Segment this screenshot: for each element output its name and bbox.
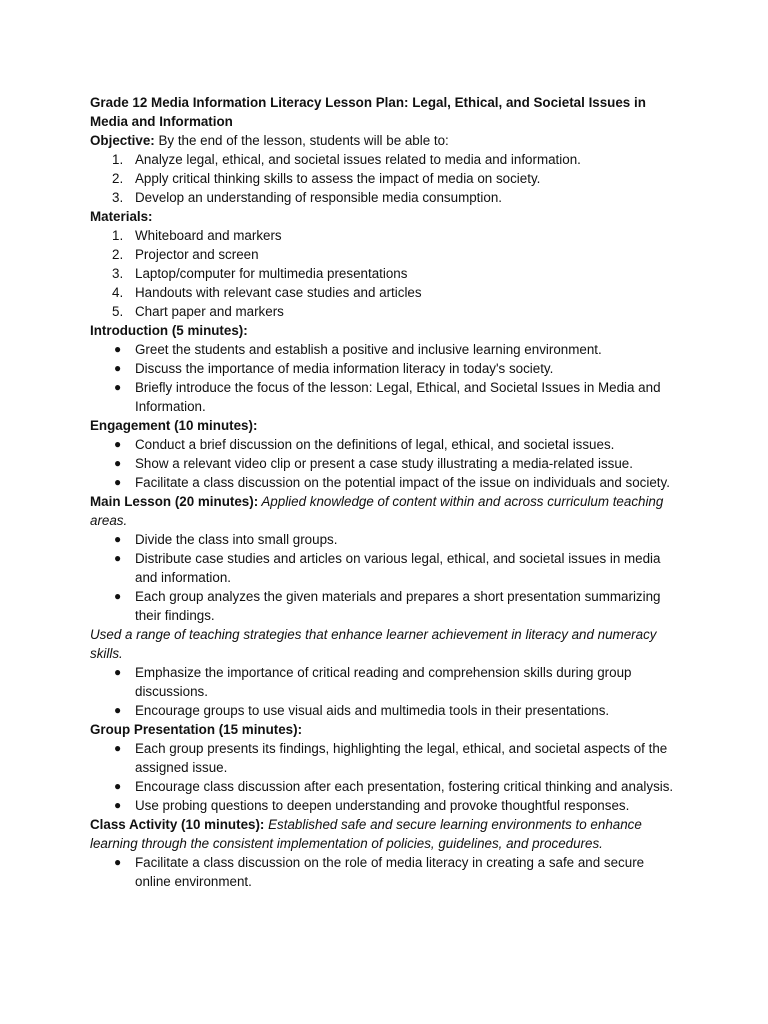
engagement-list	[90, 435, 680, 492]
list-item: ● Use probing questions to deepen understanding and provoke thoughtful responses.	[114, 798, 630, 813]
list-item: 3. Develop an understanding of responsible media consumption.	[112, 190, 502, 205]
bullet-icon: ●	[114, 475, 122, 489]
main-lesson-note-2: Used a range of teaching strategies that enhance learner achievement in literacy and numeracy skills.	[90, 627, 657, 661]
bullet-icon: ●	[114, 437, 122, 451]
bullet-icon: ●	[114, 703, 122, 717]
list-item: ● Greet the students and establish a positive and inclusive learning environment.	[114, 342, 602, 357]
bullet-icon: ●	[114, 551, 122, 565]
bullet-icon: ●	[114, 456, 122, 470]
list-item: ● Facilitate a class discussion on the role of media literacy in creating a safe and secure online environment.	[114, 855, 645, 889]
engagement-label: Engagement (10 minutes):	[90, 418, 258, 433]
group-presentation-list	[90, 739, 680, 815]
bullet-icon: ●	[114, 665, 122, 679]
list-item: ● Distribute case studies and articles on various legal, ethical, and societal issues in media and information.	[114, 551, 661, 585]
bullet-icon: ●	[114, 380, 122, 394]
introduction-list	[90, 340, 680, 416]
introduction-label: Introduction (5 minutes):	[90, 323, 248, 338]
list-item: 5. Chart paper and markers	[112, 304, 284, 319]
list-item: 1. Whiteboard and markers	[112, 228, 282, 243]
list-item: 3. Laptop/computer for multimedia presentations	[112, 266, 408, 281]
bullet-icon: ●	[114, 741, 122, 755]
list-item: ● Encourage groups to use visual aids and multimedia tools in their presentations.	[114, 703, 610, 718]
list-item: ● Briefly introduce the focus of the lesson: Legal, Ethical, and Societal Issues in Media and Information.	[114, 380, 661, 414]
objective-text: By the end of the lesson, students will be able to:	[154, 133, 449, 148]
class-activity-line	[90, 815, 680, 853]
list-item: 2. Projector and screen	[112, 247, 259, 262]
main-lesson-label: Main Lesson (20 minutes):	[90, 494, 259, 509]
list-item: ● Conduct a brief discussion on the definitions of legal, ethical, and societal issues.	[114, 437, 615, 452]
list-item: ● Emphasize the importance of critical reading and comprehension skills during group discussions.	[114, 665, 632, 699]
bullet-icon: ●	[114, 532, 122, 546]
list-item: ● Each group analyzes the given materials and prepares a short presentation summarizing their findings.	[114, 589, 661, 623]
bullet-icon: ●	[114, 779, 122, 793]
bullet-icon: ●	[114, 342, 122, 356]
bullet-icon: ●	[114, 798, 122, 812]
bullet-icon: ●	[114, 589, 122, 603]
main-lesson-note: Applied knowledge of content within and across curriculum teaching areas.	[90, 494, 664, 528]
bullet-icon: ●	[114, 855, 122, 869]
list-item: 4. Handouts with relevant case studies and articles	[112, 285, 422, 300]
objective-list	[90, 150, 680, 207]
list-item: ● Facilitate a class discussion on the potential impact of the issue on individuals and society.	[114, 475, 670, 490]
main-lesson-line	[90, 492, 680, 530]
document-page	[90, 93, 680, 891]
list-item: ● Encourage class discussion after each presentation, fostering critical thinking and analysis.	[114, 779, 674, 794]
list-item: ● Show a relevant video clip or present a case study illustrating a media-related issue.	[114, 456, 633, 471]
objective-label: Objective:	[90, 133, 155, 148]
group-presentation-label: Group Presentation (15 minutes):	[90, 722, 303, 737]
class-activity-list	[90, 853, 680, 891]
materials-label: Materials:	[90, 209, 153, 224]
list-item: ● Divide the class into small groups.	[114, 532, 338, 547]
list-item: ● Each group presents its findings, highlighting the legal, ethical, and societal aspects of the assigned issue.	[114, 741, 668, 775]
document-title: Grade 12 Media Information Literacy Lesson Plan: Legal, Ethical, and Societal Issues in Media and Information	[90, 95, 646, 129]
list-item: 1. Analyze legal, ethical, and societal issues related to media and information.	[112, 152, 581, 167]
list-item: 2. Apply critical thinking skills to assess the impact of media on society.	[112, 171, 541, 186]
objective-line	[90, 131, 680, 150]
list-item: ● Discuss the importance of media information literacy in today's society.	[114, 361, 554, 376]
main-lesson-list	[90, 530, 680, 625]
class-activity-label: Class Activity (10 minutes):	[90, 817, 265, 832]
main-lesson-list-2	[90, 663, 680, 720]
bullet-icon: ●	[114, 361, 122, 375]
class-activity-note: Established safe and secure learning environments to enhance learning through the consistent implementation of policies, guidelines, and procedures.	[90, 817, 642, 851]
materials-list	[90, 226, 680, 321]
